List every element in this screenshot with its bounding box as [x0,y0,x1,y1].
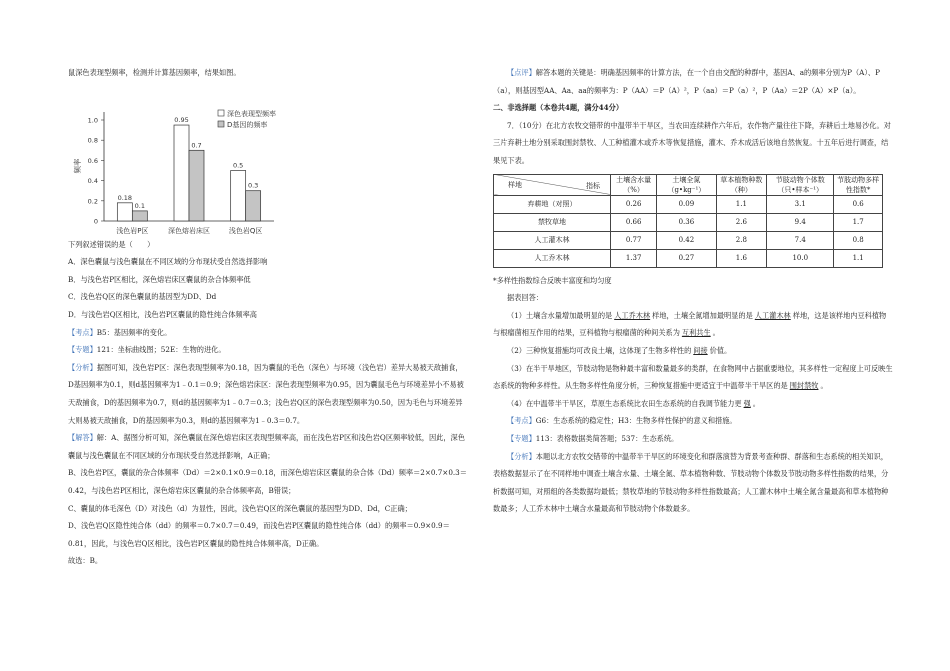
table-header: 节肢动物多样性指数* [834,174,883,195]
y-tick-label: 1.0 [87,116,98,125]
subq-1-end: 。 [712,328,720,338]
table-cell: 0.77 [611,231,657,249]
y-tick-label: 0.6 [87,156,98,165]
kaodian-text-right: G6：生态系统的稳定性；H3：生物多样性保护的意义和措施。 [535,416,737,426]
subq-1-pre: （1）土壤含水量增加最明显的是 [507,310,613,320]
subq-1-post: 样地，这是该样地内豆科植物与根瘤菌相互作用的结果，豆科植物与根瘤菌的种间关系为 [493,310,887,338]
table-cell: 9.4 [767,213,834,231]
table-header: 土壤全氮（g•kg⁻¹） [657,174,716,195]
bar-d-allele [246,190,261,220]
jieda-tag: 【解答】 [68,433,97,443]
bar-value-label: 0.5 [232,161,244,170]
bar-dark-phenotype [174,125,189,221]
data-table [493,174,883,268]
table-cell: 3.1 [767,195,834,213]
subq-4-answer: 强 [743,398,751,408]
kaodian-text: B5：基因频率的变化。 [96,327,172,337]
subq-3-pre: （3）在半干旱地区，节肢动物是物种最丰富和数量最多的类群，在食物网中占据重要地位，其多样性一定程度上可反映生态系统的物种多样性。从生物多样性角度分析，三种恢复措施中更适宜于中温带半干旱区的是 [493,363,893,391]
fenxi-section-right [493,448,893,518]
subq-4-post: 。 [752,398,760,408]
table-cell: 1.1 [716,195,767,213]
option-a: A．深色囊鼠与浅色囊鼠在不同区域的分布现状受自然选择影响 [68,257,268,267]
left-column [68,64,468,570]
y-tick-label: 0.2 [87,196,98,205]
dianping-tag: 【点评】 [507,68,536,77]
subq-1 [493,307,893,342]
bar-value-label: 0.1 [134,201,146,210]
bar-dark-phenotype [117,202,132,220]
zhuanti-section [68,341,468,359]
fenxi-tag-right: 【分析】 [507,451,536,461]
table-cell: 0.36 [657,213,716,231]
section-title: 二、非选择题（本卷共4题，满分44分） [493,103,624,113]
table-cell: 1.7 [834,213,883,231]
subq-3-answer: 围封禁牧 [789,381,819,391]
y-tick-label: 0 [93,217,98,226]
subq-1-answer-2: 人工灌木林 [754,310,791,320]
table-cell: 0.27 [657,249,716,267]
table-row [494,213,883,231]
zhuanti-tag: 【专题】 [68,345,97,355]
legend-swatch [218,121,224,127]
option-c: C．浅色岩Q区的深色囊鼠的基因型为DD、Dd [68,292,217,302]
jieda-line-c: C、囊鼠的体毛深色（D）对浅色（d）为显性，因此，浅色岩Q区的深色囊鼠的基因型为DD、Dd，C正确； [68,503,412,513]
zhuanti-text: 121：坐标曲线图；52E：生物的进化。 [96,345,226,355]
table-cell: 1.6 [716,249,767,267]
kaodian-section [68,324,468,342]
zhuanti-section-right [493,430,893,448]
right-column [493,64,893,518]
kaodian-section-right [493,412,893,430]
fenxi-tag: 【分析】 [68,362,97,372]
fenxi-text-right: 本题以北方农牧交错带的中温带半干旱区的环境变化和群落演替为背景考查种群、群落和生态系统的相关知识，表格数据显示了在不同样地中调查土壤含水量、土壤全氮、草本植物种数、节肢动物个体数及节肢动物多样性指数的结果，分析数据可知，对照组的各类数据均最低；禁牧草地的节肢动物多样性指数最高；人工灌木林中土壤全氮含量最高和草本植物种数最多；人工乔木林中土壤含水量最高和节肢动物个体数最多。 [493,451,889,514]
subq-1-mid: 样地，土壤全氮增加最明显的是 [652,310,753,320]
bar-value-label: 0.18 [117,193,133,202]
corner-bottom-label: 样地 [508,180,522,189]
table-cell: 0.26 [611,195,657,213]
subq-1-answer-1: 人工乔木林 [614,310,651,320]
zhuanti-text-right: 113：表格数据类简答题；537：生态系统。 [535,433,679,443]
subq-3 [493,360,893,395]
table-cell: 0.8 [834,231,883,249]
kaodian-tag: 【考点】 [68,327,97,337]
subq-2-post: 价值。 [709,345,732,355]
row-name: 弃耕地（对照） [494,195,611,213]
x-category-label: 浅色岩Q区 [228,226,263,234]
table-cell: 0.6 [834,195,883,213]
y-tick-label: 0.8 [87,136,98,145]
prompt-line: 据表回答： [507,293,543,303]
bar-d-allele [189,150,204,221]
fenxi-text: 据图可知，浅色岩P区：深色表现型频率为0.18，因为囊鼠的毛色（深色）与环境（浅色岩）差异大易被天敌捕食，D基因频率为0.1，则d基因频率为1﹣0.1＝0.9；深色熔岩床区：深色表现型频率为0.95，因为囊鼠毛色与环境差异小不易被天敌捕食，D的基因频率为0.7，则d的基因频率为1﹣0.7＝0.3；浅色岩Q区的深色表现型频率为0.50，因为毛色与环境差异大则易被天敌捕食，D的基因频率为0.3，则d的基因频率为1﹣0.3＝0.7。 [68,362,464,425]
subq-1-answer-3: 互利共生 [681,328,711,338]
legend-label: 深色表现型频率 [227,109,276,118]
x-category-label: 浅色岩P区 [116,226,149,234]
fenxi-section [68,359,468,429]
bar-value-label: 0.95 [174,115,189,124]
table-cell: 10.0 [767,249,834,267]
table-cell: 2.8 [716,231,767,249]
jieda-line-a: 解：A、据图分析可知，深色囊鼠在深色熔岩床区表现型频率高，而在浅色岩P区和浅色岩Q区频率较低，因此，深色囊鼠与浅色囊鼠在不同区域的分布现状受自然选择影响，A正确； [68,433,465,460]
dianping-text: 解答本题的关键是：明确基因频率的计算方法，在一个自由交配的种群中，基因A、a的频率分别为P（A）、P（a），则基因型AA、Aa、aa的频率为：P（AA）＝P（A）²，P（aa）＝P（a）²，P（Aa）＝2P（A）×P（a）。 [493,68,880,95]
table-note: *多样性指数综合反映丰富度和均匀度 [493,275,612,285]
subq-4 [493,395,893,413]
option-b: B．与浅色岩P区相比，深色熔岩床区囊鼠的杂合体频率低 [68,274,251,284]
table-header-row [494,174,883,195]
table-row [494,231,883,249]
table-row [494,249,883,267]
bar-value-label: 0.3 [247,181,259,190]
option-d: D．与浅色岩Q区相比，浅色岩P区囊鼠的隐性纯合体频率高 [68,309,257,319]
bar-d-allele [132,210,147,220]
row-name: 人工乔木林 [494,249,611,267]
subq-4-pre: （4）在中温带半干旱区，草原生态系统比农田生态系统的自我调节能力更 [507,398,742,408]
bar-value-label: 0.7 [191,140,202,149]
jieda-line-d: D、浅色岩Q区隐性纯合体（dd）的频率＝0.7×0.7＝0.49，而浅色岩P区囊鼠的隐性纯合体（dd）的频率＝0.9×0.9＝0.81，因此，与浅色岩Q区相比，浅色岩P区囊鼠的隐性纯合体频率高，D正确。 [68,521,450,548]
q7-stem: 7．（10分）在北方农牧交错带的中温带半干旱区，当农田连续耕作六年后，农作物产量往往下降，弃耕后土地易沙化。对三片弃耕土地分别采取围封禁牧、人工种植灌木或乔木等恢复措施，灌木、乔木成活后该地自然恢复。十五年后进行调查，结果见下表。 [493,120,891,165]
table-cell: 0.42 [657,231,716,249]
table-cell: 0.66 [611,213,657,231]
table-header: 土壤含水量（%） [611,174,657,195]
bar-chart [68,84,338,234]
legend-swatch [218,110,224,116]
subq-2 [493,342,893,360]
bar-dark-phenotype [231,170,246,221]
jieda-line-b: B、浅色岩P区，囊鼠的杂合体频率（Dd）＝2×0.1×0.9＝0.18，而深色熔岩床区囊鼠的杂合体（Dd）频率＝2×0.7×0.3＝0.42，与浅色岩P区相比，深色熔岩床区囊鼠的杂合体频率高，B错误； [68,468,467,495]
answer-line: 故选：B。 [68,556,103,566]
x-category-label: 深色熔岩床区 [168,226,210,234]
subq-2-pre: （2）三种恢复措施均可改良土壤，这体现了生物多样性的 [507,345,692,355]
table-cell: 1.37 [611,249,657,267]
table-corner-cell [494,174,611,195]
table-cell: 0.09 [657,195,716,213]
intro-line: 鼠深色表现型频率，检测并计算基因频率，结果如图。 [68,68,241,77]
y-axis-label: 频率 [73,158,82,174]
table-cell: 7.4 [767,231,834,249]
kaodian-tag-right: 【考点】 [507,416,536,426]
row-name: 人工灌木林 [494,231,611,249]
bar-chart-svg [68,84,338,234]
legend-label: D基因的频率 [227,120,268,129]
table-cell: 1.1 [834,249,883,267]
table-row [494,195,883,213]
table-header: 草本植物种数（种） [716,174,767,195]
corner-top-label: 指标 [586,181,600,190]
question-stem: 下列叙述错误的是（ ） [68,239,155,249]
subq-3-post: 。 [820,381,828,391]
subq-2-answer: 间接 [693,345,708,355]
jieda-section [68,429,468,464]
dianping-section [493,64,893,99]
y-tick-label: 0.4 [87,176,98,185]
table-header: 节肢动物个体数（只•样本⁻¹） [767,174,834,195]
row-name: 禁牧草地 [494,213,611,231]
table-cell: 2.6 [716,213,767,231]
zhuanti-tag-right: 【专题】 [507,433,536,443]
